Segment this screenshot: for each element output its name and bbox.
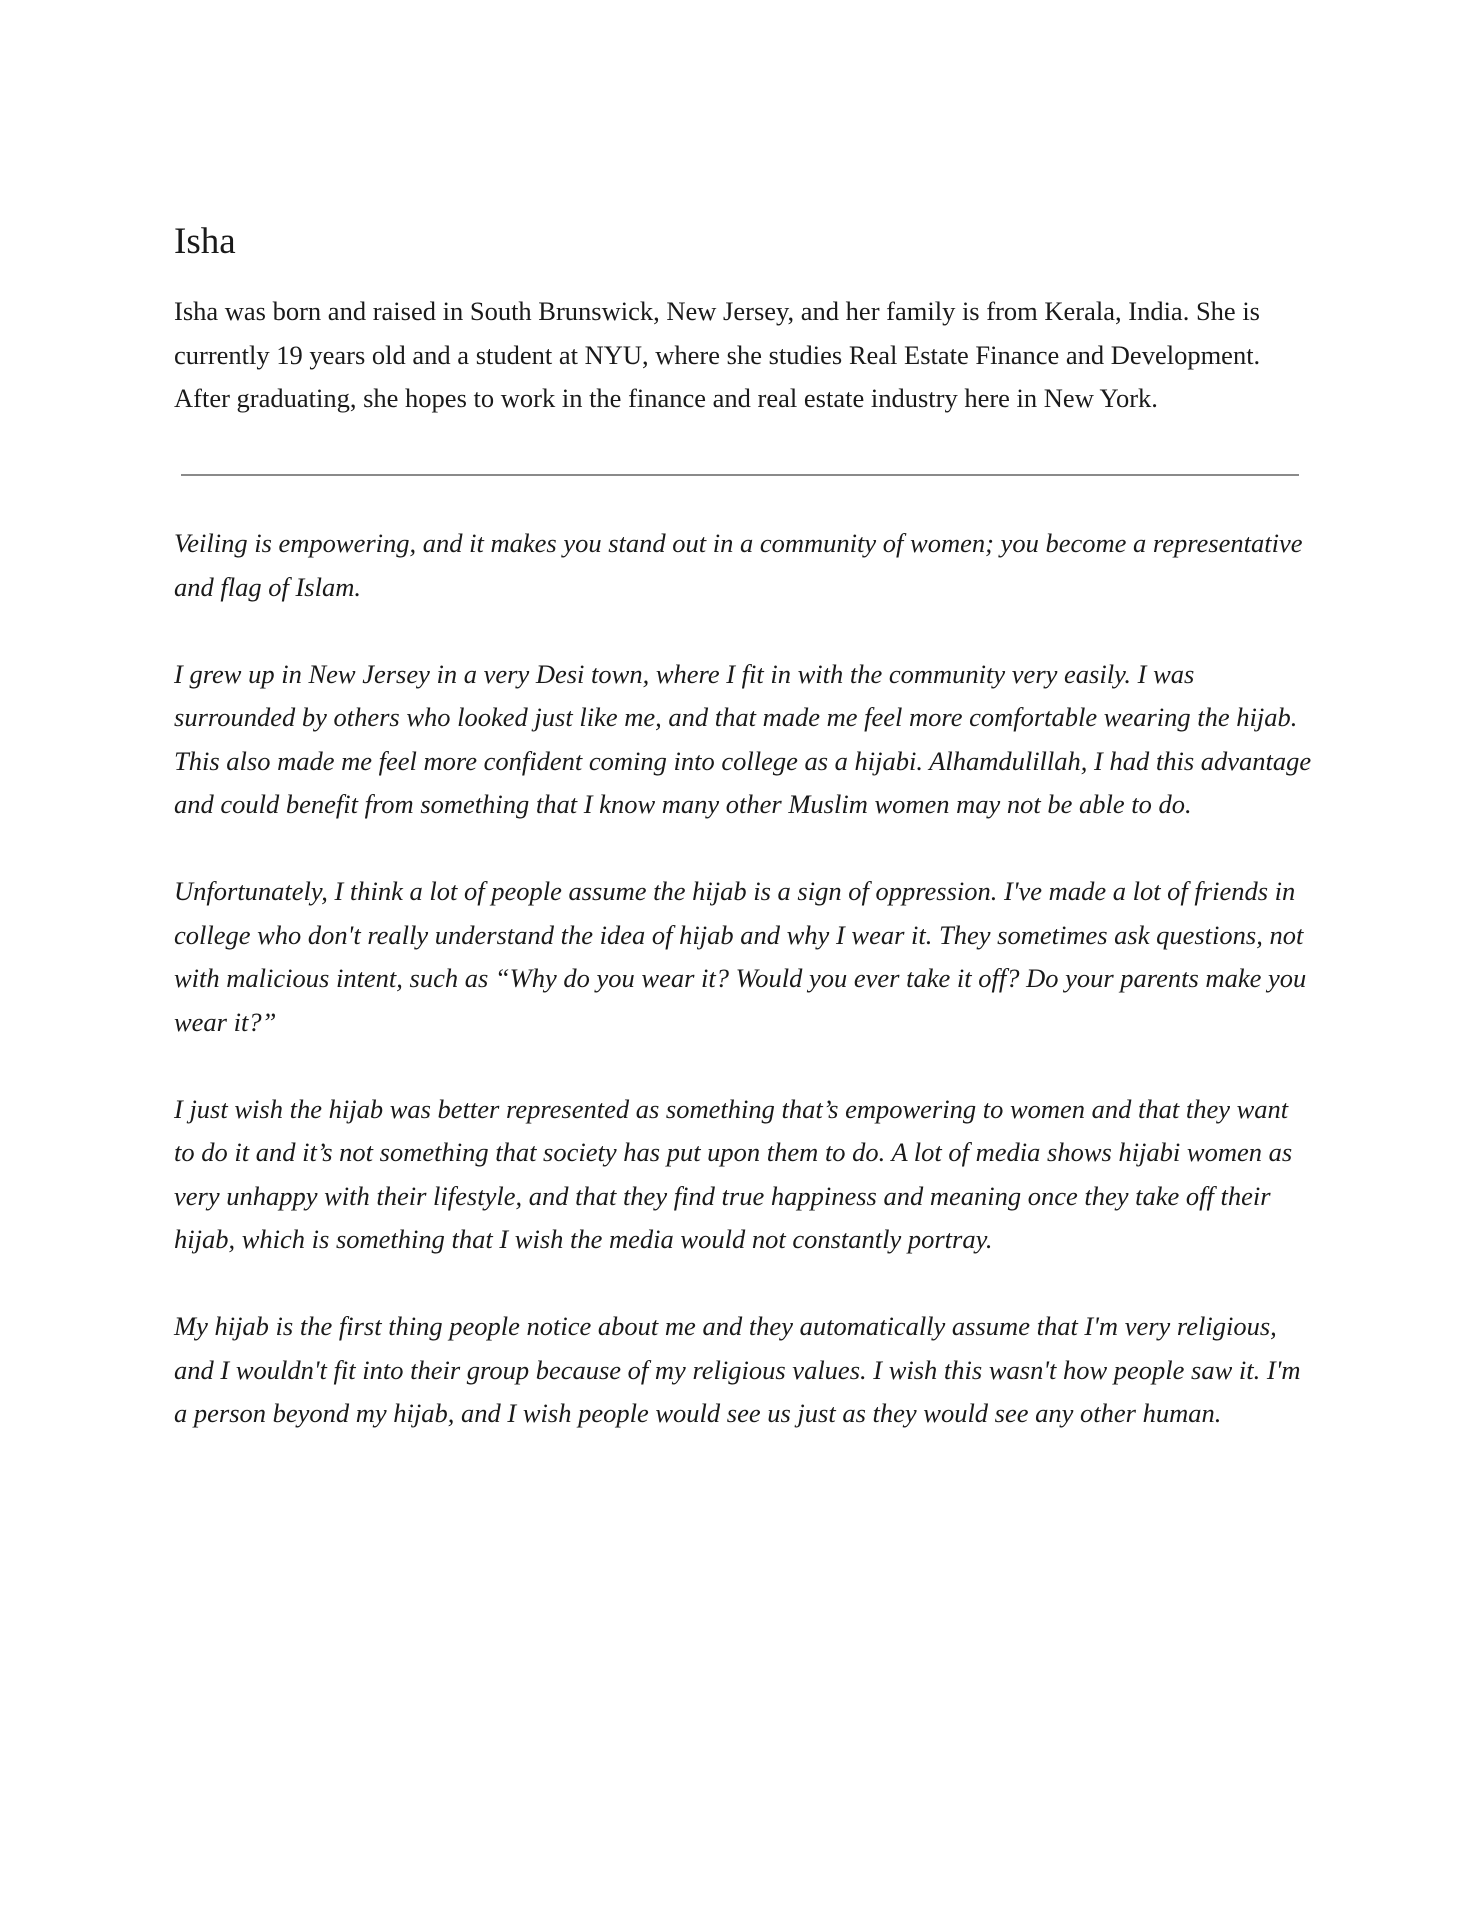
quote-paragraph: I grew up in New Jersey in a very Desi town, where I fit in with the community very easily. I was surrounded by others who looked just like me, and that made me feel more comfortable wearing the hijab. This also made me feel more confident coming into college as a hijabi. Alhamdulillah, I had this advantage and could benefit from something that I know many other Muslim women may not be able to do. — [174, 658, 1312, 819]
intro-paragraph: Isha was born and raised in South Brunswick, New Jersey, and her family is from Kerala, India. She is currently 19 years old and a student at NYU, where she studies Real Estate Finance and Development. After graduating, she hopes to work in the finance and real estate industry here in New York. — [174, 296, 1261, 413]
divider — [181, 474, 1299, 476]
quote-body — [174, 522, 1314, 1479]
quote-paragraph: Veiling is empowering, and it makes you stand out in a community of women; you become a representative and flag of Islam. — [174, 528, 1303, 602]
quote-paragraph: My hijab is the first thing people notice about me and they automatically assume that I'm very religious, and I wouldn't fit into their group because of my religious values. I wish this wasn't how people saw it. I'm a person beyond my hijab, and I wish people would see us just as they would see any other human. — [174, 1311, 1301, 1428]
quote-paragraph: Unfortunately, I think a lot of people assume the hijab is a sign of oppression. I've made a lot of friends in college who don't really understand the idea of hijab and why I wear it. They sometimes ask questions, not with malicious intent, such as “Why do you wear it? Would you ever take it off? Do your parents make you wear it?” — [174, 876, 1307, 1037]
quote-paragraph: I just wish the hijab was better represented as something that’s empowering to women and that they want to do it and it’s not something that society has put upon them to do. A lot of media shows hijabi women as very unhappy with their lifestyle, and that they find true happiness and meaning once they take off their hijab, which is something that I wish the media would not constantly portray. — [174, 1093, 1293, 1254]
page-title: Isha — [174, 221, 236, 262]
